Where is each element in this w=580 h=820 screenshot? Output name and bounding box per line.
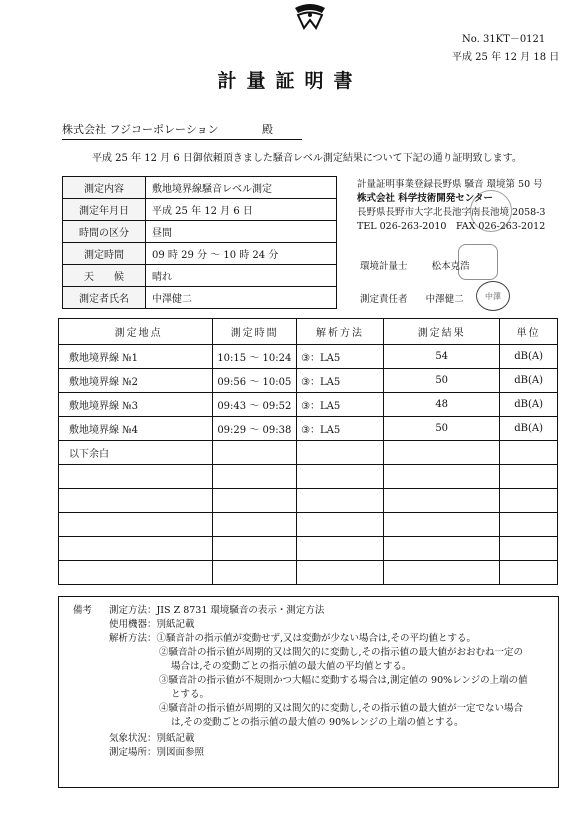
document-number: No. 31KT－0121 (462, 34, 546, 45)
info-value: 晴れ (146, 265, 337, 287)
blank-label: 以下余白 (59, 441, 213, 465)
empty-row (59, 513, 558, 537)
company-logo-icon (292, 2, 328, 30)
cell-method: ③：LA5 (297, 393, 384, 417)
header-point: 測定地点 (59, 319, 213, 345)
measurement-info-table (62, 176, 337, 309)
cell-result: 50 (384, 369, 500, 393)
info-row (63, 243, 337, 265)
info-row (63, 177, 337, 199)
info-row (63, 221, 337, 243)
info-value: 中澤健二 (146, 287, 337, 309)
note-line: 気象状況：別紙記載 (109, 733, 195, 744)
note-line: ④騒音計の指示値が周期的又は間欠的に変動し,その指示値の最大値が一定でない場合 (159, 703, 524, 714)
header-method: 解析方法 (297, 319, 384, 345)
measurer-title: 環境計量士 (360, 261, 408, 272)
info-key: 測定時間 (63, 243, 146, 265)
manager-name: 中澤健二 (425, 294, 464, 305)
empty-row (59, 489, 558, 513)
info-value: 昼間 (146, 221, 337, 243)
cell-time: 09:29 ～ 09:38 (213, 417, 297, 441)
cell-result: 48 (384, 393, 500, 417)
cell-unit: dB(A) (500, 369, 558, 393)
note-line: 解析方法：①騒音計の指示値が変動せず,又は変動が少ない場合は,その平均値とする。 (109, 633, 477, 644)
cell-unit: dB(A) (500, 345, 558, 369)
cell-unit: dB(A) (500, 393, 558, 417)
note-line: 場合は,その変動ごとの指示値の最大値の平均値とする。 (171, 661, 412, 672)
info-value: 平成 25 年 12 月 6 日 (146, 199, 337, 221)
company-name: 株式会社 科学技術開発センター (357, 193, 493, 204)
cell-unit: dB(A) (500, 417, 558, 441)
cell-point: 敷地境界線 №2 (59, 369, 213, 393)
info-row (63, 199, 337, 221)
info-key: 天 候 (63, 265, 146, 287)
table-row (59, 369, 558, 393)
note-line: 測定場所：別図面参照 (109, 747, 205, 758)
info-key: 測定年月日 (63, 199, 146, 221)
empty-row (59, 465, 558, 489)
info-value: 09 時 29 分 ～ 10 時 24 分 (146, 243, 337, 265)
remarks-label: 備考 (73, 605, 93, 616)
cell-method: ③：LA5 (297, 369, 384, 393)
info-key: 時間の区分 (63, 221, 146, 243)
note-line: ②騒音計の指示値が周期的又は間欠的に変動し,その指示値の最大値がおおむね一定の (159, 647, 524, 658)
addressee (62, 121, 302, 140)
measurer-stamp-icon (458, 244, 498, 280)
empty-row (59, 537, 558, 561)
addressee-name: 株式会社 フジコーポレーション (62, 123, 219, 136)
note-line: 測定方法：JIS Z 8731 環境騒音の表示・測定方法 (109, 605, 325, 616)
info-row (63, 287, 337, 309)
certifier-block (357, 178, 545, 234)
table-row (59, 417, 558, 441)
note-line: ③騒音計の指示値が不規則かつ大幅に変動する場合は,測定値の 90%レンジの上端の値 (159, 675, 528, 686)
company-address: 長野県長野市大字北長池字南長池境 2058-3 (357, 207, 546, 218)
company-phone-fax: TEL 026-263-2010 FAX 026-263-2012 (357, 221, 546, 232)
manager-line (360, 291, 464, 305)
cell-result: 54 (384, 345, 500, 369)
addressee-suffix: 殿 (262, 123, 273, 136)
table-header-row (59, 319, 558, 345)
table-row (59, 441, 558, 465)
info-key: 測定内容 (63, 177, 146, 199)
results-table (58, 318, 558, 585)
cell-point: 敷地境界線 №1 (59, 345, 213, 369)
measurer-line (360, 258, 470, 272)
header-time: 測定時間 (213, 319, 297, 345)
manager-title: 測定責任者 (360, 294, 408, 305)
table-row (59, 393, 558, 417)
info-key: 測定者氏名 (63, 287, 146, 309)
info-row (63, 265, 337, 287)
note-line: 使用機器：別紙記載 (109, 619, 195, 630)
cell-point: 敷地境界線 №3 (59, 393, 213, 417)
manager-seal-text: 中澤 (485, 291, 501, 301)
page-title: 計量証明書 (217, 70, 363, 92)
cell-method: ③：LA5 (297, 417, 384, 441)
table-row (59, 345, 558, 369)
intro-text: 平成 25 年 12 月 6 日御依頼頂きました騒音レベル測定結果について下記の通り証明致します。 (92, 153, 522, 164)
note-line: とする。 (171, 689, 210, 700)
manager-seal-icon (476, 281, 510, 311)
cell-time: 09:56 ～ 10:05 (213, 369, 297, 393)
empty-row (59, 561, 558, 585)
cell-time: 09:43 ～ 09:52 (213, 393, 297, 417)
remarks-box (58, 596, 559, 788)
issue-date: 平成 25 年 12 月 18 日 (452, 52, 560, 63)
info-value: 敷地境界線騒音レベル測定 (146, 177, 337, 199)
cell-method: ③：LA5 (297, 345, 384, 369)
header-unit: 単位 (500, 319, 558, 345)
note-line: は,その変動ごとの指示値の最大値の 90%レンジの上端の値とする。 (171, 717, 464, 728)
cell-point: 敷地境界線 №4 (59, 417, 213, 441)
company-seal-icon (470, 190, 512, 232)
header-result: 測定結果 (384, 319, 500, 345)
measurer-name: 松本克浩 (431, 261, 470, 272)
cell-time: 10:15 ～ 10:24 (213, 345, 297, 369)
registration-number: 計量証明事業登録長野県 騒音 環境第 50 号 (357, 179, 543, 190)
cell-result: 50 (384, 417, 500, 441)
